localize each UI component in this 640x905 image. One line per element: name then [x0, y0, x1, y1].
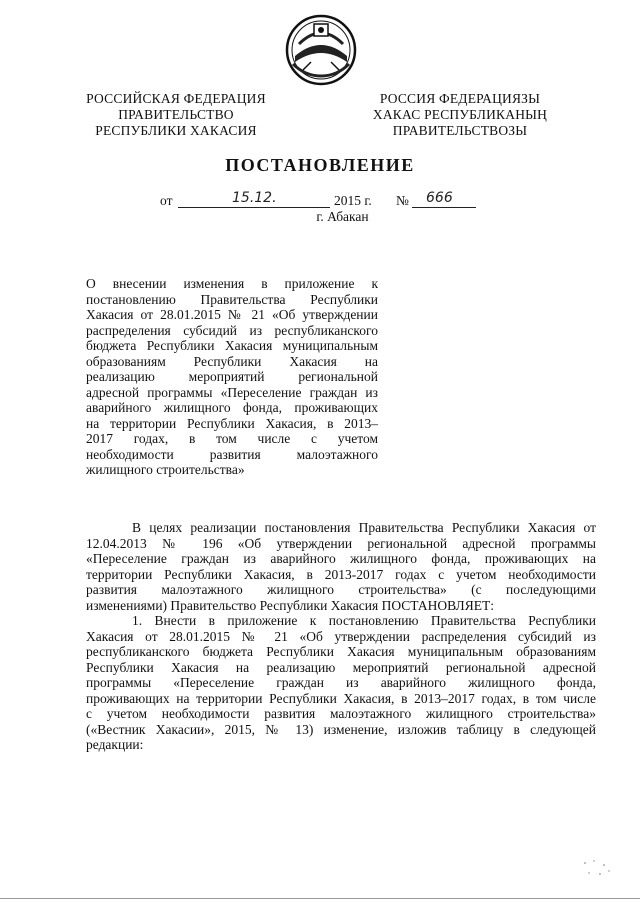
subject-line: бюджета Республики Хакасия муниципальным [86, 338, 378, 353]
body-line: изменениями) Правительство Республики Хакасия ПОСТАНОВЛЯЕТ: [86, 597, 494, 613]
city-line: г. Абакан [316, 209, 369, 224]
body-line: программы «Переселение граждан из аварийного жилищного фонда, [86, 675, 596, 690]
subject-line: распределения субсидий из республиканского [86, 322, 378, 338]
body-text [86, 520, 596, 753]
subject-line: Хакасия от 28.01.2015 № 21 «Об утверждении [86, 307, 378, 322]
body-line: В целях реализации постановления Правительства Республики Хакасия от [132, 520, 596, 535]
body-line: 12.04.2013 № 196 «Об утверждении региональной адресной программы [86, 535, 596, 551]
handwritten-date: 15.12. [232, 190, 277, 206]
subject-line: адресной программы «Переселение граждан из [86, 384, 378, 400]
header-right-line-3: ПРАВИТЕЛЬСТВОЗЫ [392, 123, 528, 138]
handwritten-number: 666 [426, 190, 453, 206]
body-line: республиканского бюджета Республики Хакасия муниципальным образованиям [86, 644, 596, 659]
subject-block [86, 276, 378, 478]
body-line: Республики Хакасия на реализацию мероприятий региональной адресной [86, 659, 596, 675]
body-line: («Вестник Хакасии», 2015, № 13) изменение, изложив таблицу в следующей [86, 721, 596, 737]
document-title: ПОСТАНОВЛЕНИЕ [225, 155, 415, 175]
body-line: 1. Внести в приложение к постановлению Правительства Республики [132, 613, 596, 628]
subject-line: аварийного жилищного фонда, проживающих [86, 400, 378, 415]
subject-line: жилищного строительства» [86, 462, 245, 477]
year-text: 2015 г. [334, 193, 372, 208]
header-right-line-2: ХАКАС РЕСПУБЛИКАНЫҢ [372, 107, 548, 122]
header-right-block [360, 91, 560, 139]
body-line: территории Республики Хакасия, в 2013-2017 годах с учетом необходимости [86, 566, 596, 582]
scan-specks [582, 859, 612, 877]
subject-line: 2017 годах, в том числе с учетом [86, 431, 378, 446]
subject-line: реализацию мероприятий региональной [86, 369, 378, 384]
header-left-block [86, 91, 266, 139]
body-line: проживающих на территории Республики Хакасия, в 2013–2017 годах, в том числе [86, 690, 596, 706]
header-left-line-2: ПРАВИТЕЛЬСТВО [118, 107, 234, 122]
subject-line: на территории Республики Хакасия, в 2013– [86, 415, 378, 431]
scan-bottom-edge [0, 898, 640, 899]
body-line: с учетом необходимости развития малоэтажного жилищного строительства» [86, 706, 596, 721]
from-label: от [160, 193, 173, 208]
date-underline [178, 207, 330, 208]
subject-line: постановлению Правительства Республики [86, 291, 378, 307]
header-left-line-3: РЕСПУБЛИКИ ХАКАСИЯ [95, 123, 257, 138]
number-underline [412, 207, 476, 208]
body-line: редакции: [86, 737, 144, 752]
header-left-line-1: РОССИЙСКАЯ ФЕДЕРАЦИЯ [86, 91, 266, 106]
subject-line: образованиям Республики Хакасия на [86, 353, 378, 369]
body-line: Хакасия от 28.01.2015 № 21 «Об утверждении распределения субсидий из [86, 628, 596, 644]
coat-of-arms-emblem [285, 14, 357, 86]
header-right-line-1: РОССИЯ ФЕДЕРАЦИЯЗЫ [379, 91, 541, 106]
number-label: № [396, 193, 409, 208]
subject-line: О внесении изменения в приложение к [86, 276, 378, 291]
body-line: «Переселение граждан из аварийного жилищного фонда, проживающих на [86, 551, 596, 566]
subject-line: необходимости развития малоэтажного [86, 446, 378, 462]
body-line: развития малоэтажного жилищного строительства» (с последующими [86, 582, 596, 597]
